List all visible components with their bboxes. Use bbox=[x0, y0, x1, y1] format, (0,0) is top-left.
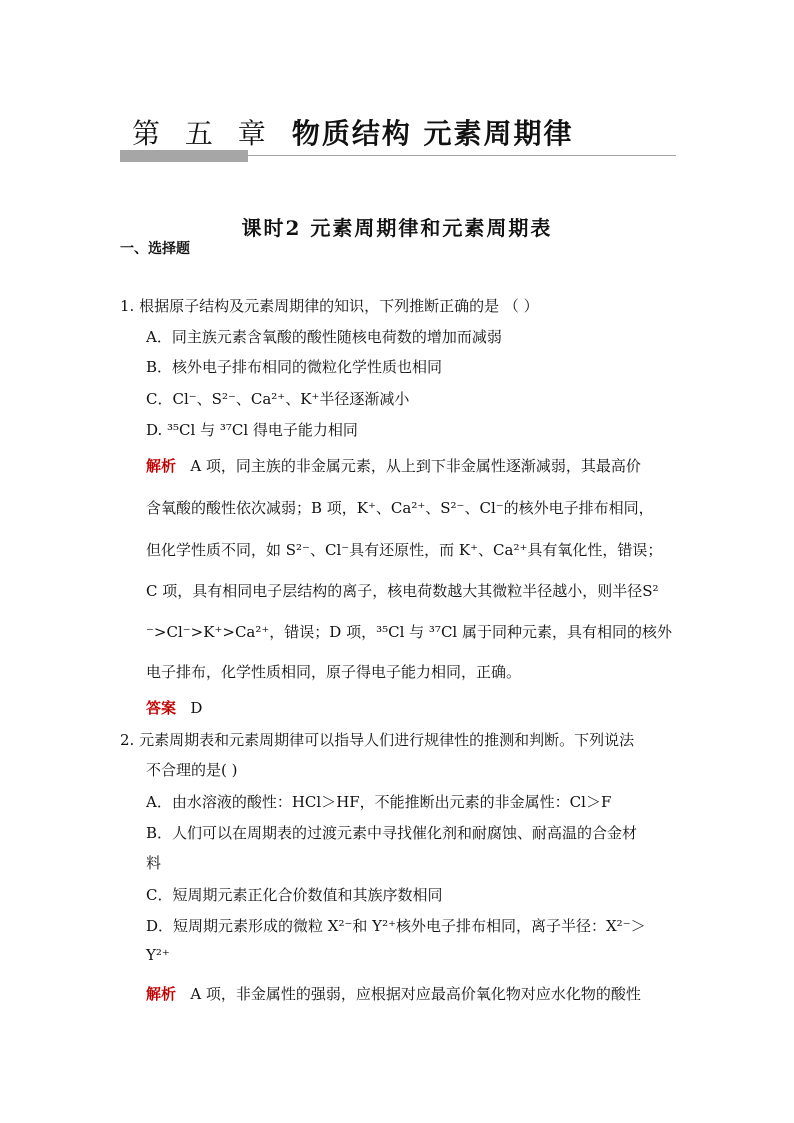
header-gray-bar bbox=[120, 150, 248, 162]
q2-analysis-row1 bbox=[146, 984, 641, 1004]
q1-analysis-line: A 项，同主族的非金属元素，从上到下非金属性逐渐减弱，其最高价 bbox=[190, 457, 641, 475]
q1-answer-row bbox=[146, 698, 202, 718]
chapter-heading bbox=[132, 112, 574, 152]
q1-analysis-line: 含氧酸的酸性依次减弱；B 项，K⁺、Ca²⁺、S²⁻、Cl⁻的核外电子排布相同， bbox=[146, 499, 654, 517]
q2-option-a: A．由水溶液的酸性：HCl＞HF，不能推断出元素的非金属性：Cl＞F bbox=[146, 793, 612, 811]
header-rule bbox=[248, 155, 676, 156]
q1-option-d: D. ³⁵Cl 与 ³⁷Cl 得电子能力相同 bbox=[146, 421, 358, 439]
q2-option-b-line1: B．人们可以在周期表的过渡元素中寻找催化剂和耐腐蚀、耐高温的合金材 bbox=[146, 824, 638, 842]
section-heading: 一、选择题 bbox=[120, 241, 190, 257]
q1-option-c: C．Cl⁻、S²⁻、Ca²⁺、K⁺半径逐渐减小 bbox=[146, 390, 410, 408]
chapter-name: 物质结构 元素周期律 bbox=[291, 117, 574, 150]
q1-answer-value: D bbox=[190, 699, 203, 717]
q2-option-b-line2: 料 bbox=[146, 854, 162, 872]
q2-stem-line2: 不合理的是( ) bbox=[146, 761, 238, 779]
q2-option-d-line1: D．短周期元素形成的微粒 X²⁻和 Y²⁺核外电子排布相同，离子半径：X²⁻＞ bbox=[146, 917, 646, 935]
q1-option-a: A．同主族元素含氧酸的酸性随核电荷数的增加而减弱 bbox=[146, 328, 502, 346]
chapter-number: 第 五 章 bbox=[132, 117, 274, 150]
q2-analysis-line: A 项，非金属性的强弱，应根据对应最高价氧化物对应水化物的酸性 bbox=[190, 985, 641, 1003]
q1-analysis-line: C 项，具有相同电子层结构的离子，核电荷数越大其微粒半径越小，则半径S² bbox=[146, 582, 659, 600]
q2-option-d-line2: Y²⁺ bbox=[146, 946, 170, 964]
q2-option-c: C．短周期元素正化合价数值和其族序数相同 bbox=[146, 886, 443, 904]
q2-analysis-label: 解析 bbox=[146, 985, 177, 1003]
q1-option-b: B．核外电子排布相同的微粒化学性质也相同 bbox=[146, 358, 443, 376]
q1-answer-label: 答案 bbox=[146, 699, 177, 717]
lesson-title: 课时2 元素周期律和元素周期表 bbox=[241, 216, 553, 240]
q1-analysis-label: 解析 bbox=[146, 457, 177, 475]
q1-analysis-line: ⁻>Cl⁻>K⁺>Ca²⁺，错误；D 项，³⁵Cl 与 ³⁷Cl 属于同种元素，具有相同的核外 bbox=[146, 623, 672, 641]
q1-analysis-row1 bbox=[146, 456, 641, 476]
q1-analysis-line: 但化学性质不同，如 S²⁻、Cl⁻具有还原性，而 K⁺、Ca²⁺具有氧化性，错误； bbox=[146, 541, 663, 559]
q1-stem: 1. 根据原子结构及元素周期律的知识，下列推断正确的是 （ ） bbox=[120, 297, 539, 315]
q1-analysis-line: 电子排布，化学性质相同，原子得电子能力相同，正确。 bbox=[146, 663, 522, 681]
q2-stem-line1: 2. 元素周期表和元素周期律可以指导人们进行规律性的推测和判断。下列说法 bbox=[120, 731, 635, 749]
